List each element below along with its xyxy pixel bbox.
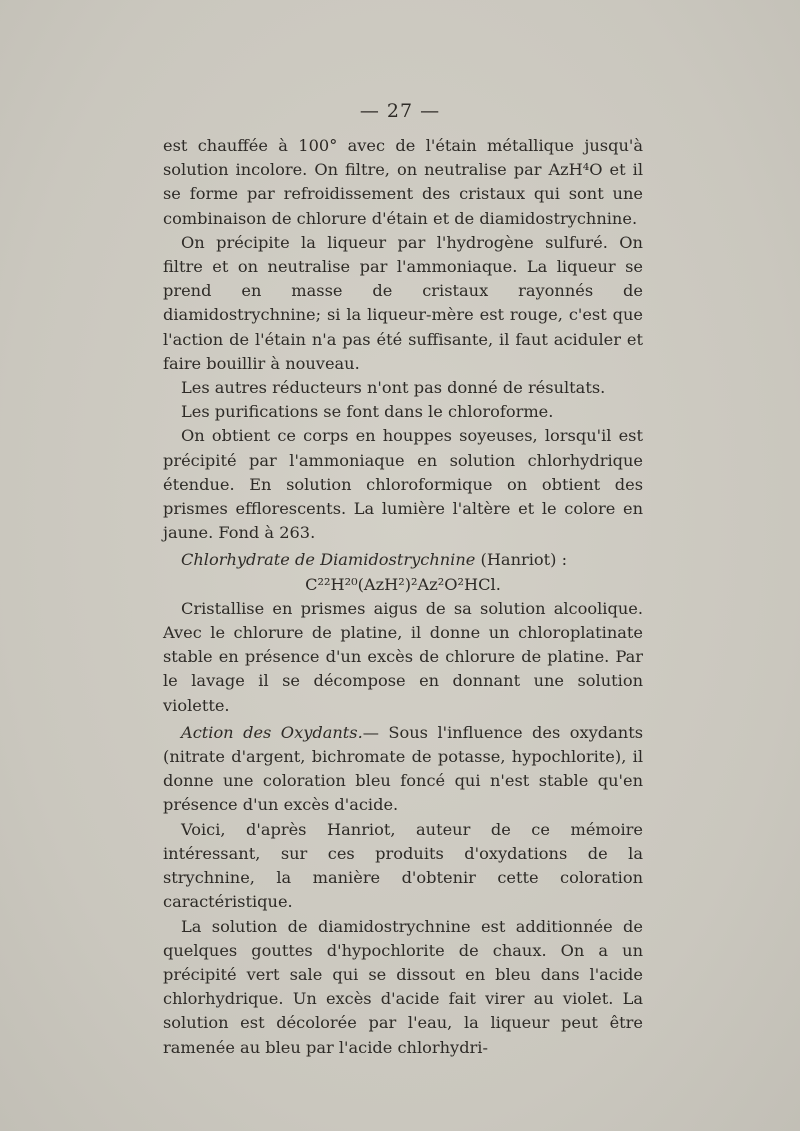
- paragraph: Les purifications se font dans le chloroforme.: [181, 402, 554, 422]
- text-body: [163, 134, 643, 1060]
- paragraph: Cristallise en prismes aigus de sa solution alcoolique. Avec le chlorure de platine, il donne un chloroplatinate stable en présence d'un excès de chlorure de platine. Par le lavage il se décompose en donnant une solution violette.: [163, 598, 643, 715]
- paragraph-text: — Sous l'influence des oxydants (nitrate d'argent, bichromate de potasse, hypochlorite), il donne une coloration bleu foncé qui n'est stable qu'en présence d'un excès d'acide.: [163, 722, 644, 815]
- heading-title: Chlorhydrate de Diamidostrychnine: [181, 550, 476, 570]
- paragraph: On précipite la liqueur par l'hydrogène sulfuré. On filtre et on neutralise par l'ammoniaque. La liqueur se prend en masse de cristaux rayonnés de diamidostrychnine; si la liqueur-mère est rouge, c'est que l'action de l'étain n'a pas été suffisante, il faut aciduler et faire bouillir à nouveau.: [163, 232, 643, 373]
- heading-attribution: (Hanriot) :: [475, 550, 568, 570]
- paragraph: Les autres réducteurs n'ont pas donné de résultats.: [181, 378, 606, 398]
- chemical-formula: C²²H²⁰(AzH²)²Az²O²HCl.: [305, 574, 501, 594]
- paragraph: [163, 721, 643, 818]
- section-heading: [163, 548, 643, 572]
- paragraph: On obtient ce corps en houppes soyeuses, lorsqu'il est précipité par l'ammoniaque en solution chlorhydrique étendue. En solution chloroformique on obtient des prismes efflorescents. La lumière l'altère et le colore en jaune. Fond à 263.: [163, 426, 643, 543]
- paragraph: La solution de diamidostrychnine est additionnée de quelques gouttes d'hypochlorite de chaux. On a un précipité vert sale qui se dissout en bleu dans l'acide chlorhydrique. Un excès d'acide fait virer au violet. La solution est décolorée par l'eau, la liqueur peut être ramenée au bleu par l'acide chlorhydri-: [163, 916, 643, 1057]
- paragraph: Voici, d'après Hanriot, auteur de ce mémoire intéressant, sur ces produits d'oxydations de la strychnine, la manière d'obtenir cette coloration caractéristique.: [163, 819, 643, 912]
- page-number: — 27 —: [359, 100, 441, 122]
- paragraph: est chauffée à 100° avec de l'étain métallique jusqu'à solution incolore. On filtre, on neutralise par AzH⁴O et il se forme par refroidissement des cristaux qui sont une combinaison de chlorure d'étain et de diamidostrychnine.: [163, 136, 643, 228]
- run-in-heading: Action des Oxydants.: [181, 722, 363, 742]
